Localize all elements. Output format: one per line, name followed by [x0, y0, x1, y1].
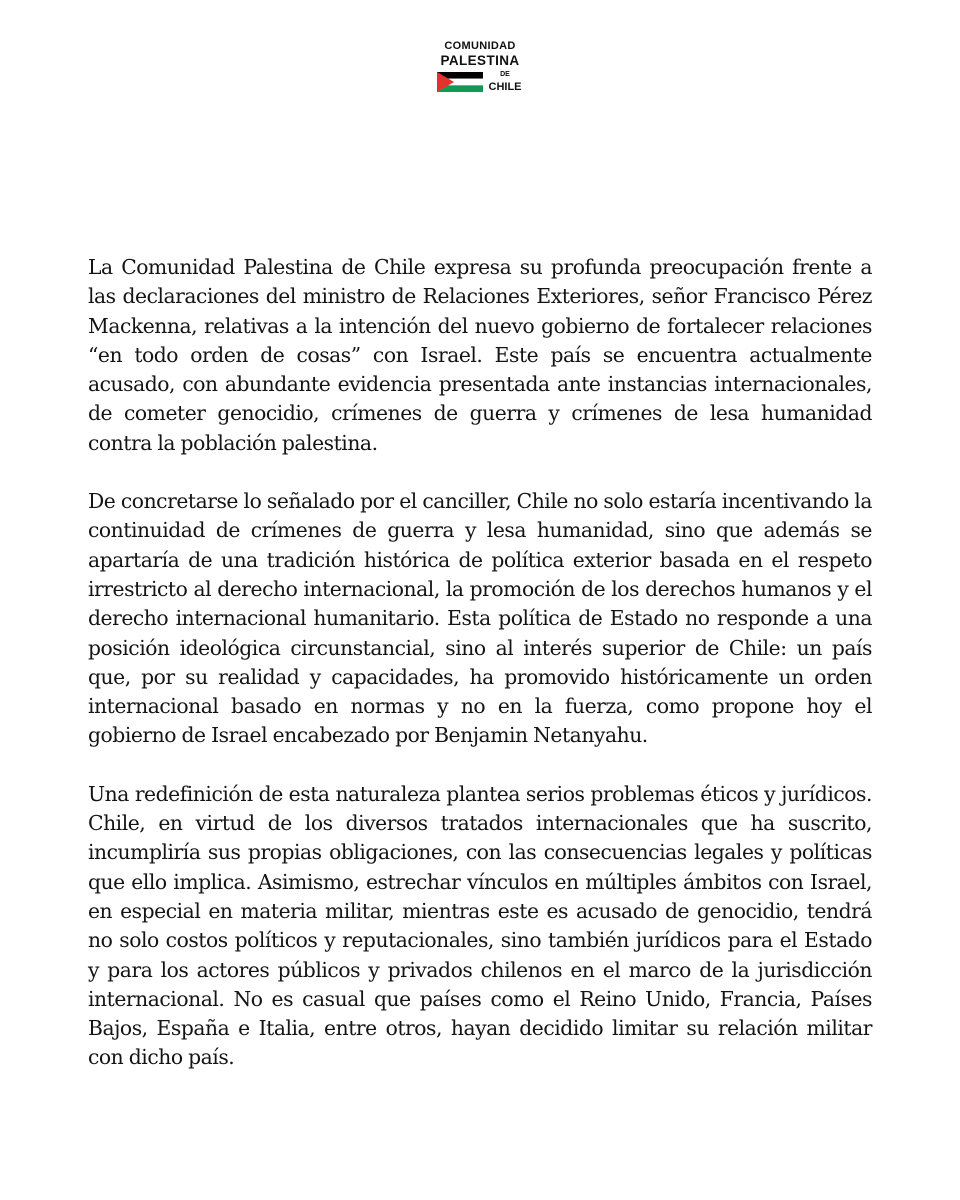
paragraph-3: Una redefinición de esta naturaleza plantea serios problemas éticos y jurídicos. Chile, en virtud de los diversos tratados internacionales que ha suscrito, incumpliría sus propias obligaciones, con las consecuencias legales y políticas que ello implica. Asimismo, estrechar vínculos en múltiples ámbitos con Israel, en especial en materia militar, mientras este es acusado de genocidio, tendrá no solo costos políticos y reputacionales, sino también jurídicos para el Estado y para los actores públicos y privados chilenos en el marco de la jurisdicción internacional. No es casual que países como el Reino Unido, Francia, Países Bajos, España e Italia, entre otros, hayan decidido limitar su relación militar con dicho país.	[88, 781, 872, 1070]
paragraph-1: La Comunidad Palestina de Chile expresa su profunda preocupación frente a las declaraciones del ministro de Relaciones Exteriores, señor Francisco Pérez Mackenna, relativas a la intención del nuevo gobierno de fortalecer relaciones “en todo orden de cosas” con Israel. Este país se encuentra actualmente acusado, con abundante evidencia presentada ante instancias internacionales, de cometer genocidio, crímenes de guerra y crímenes de lesa humanidad contra la población palestina.	[88, 255, 872, 455]
logo-text-chile: CHILE	[488, 81, 522, 93]
statement-body	[88, 253, 872, 1102]
organization-logo	[435, 40, 525, 96]
logo-text-palestina: PALESTINA	[440, 53, 520, 68]
logo-text-de: DE	[500, 71, 510, 78]
logo-text-comunidad: COMUNIDAD	[444, 40, 516, 52]
paragraph-2: De concretarse lo señalado por el canciller, Chile no solo estaría incentivando la continuidad de crímenes de guerra y lesa humanidad, sino que además se apartaría de una tradición histórica de política exterior basada en el respeto irrestricto al derecho internacional, la promoción de los derechos humanos y el derecho internacional humanitario. Esta política de Estado no responde a una posición ideológica circunstancial, sino al interés superior de Chile: un país que, por su realidad y capacidades, ha promovido históricamente un orden internacional basado en normas y no en la fuerza, como propone hoy el gobierno de Israel encabezado por Benjamin Netanyahu.	[88, 489, 872, 748]
palestine-flag-icon	[437, 72, 483, 92]
